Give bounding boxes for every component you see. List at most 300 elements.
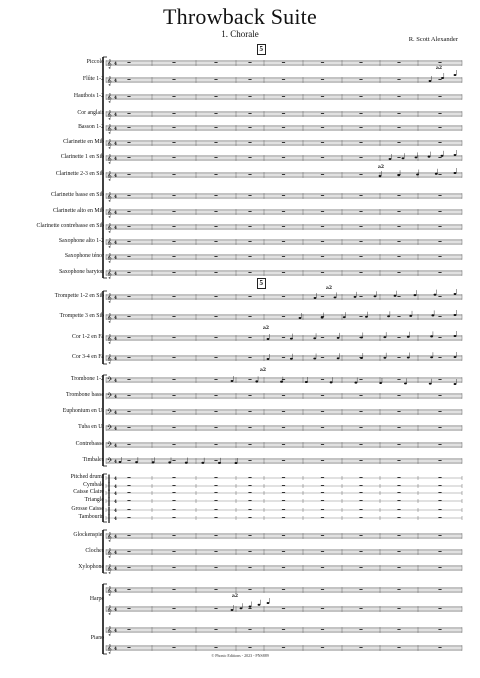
rest-mark	[359, 395, 362, 396]
rest-mark	[248, 142, 251, 143]
rest-mark	[172, 226, 175, 227]
rest-mark	[172, 509, 175, 510]
rest-mark	[248, 272, 251, 273]
rest-mark	[282, 142, 285, 143]
svg-text:4: 4	[114, 607, 117, 612]
rest-mark	[282, 241, 285, 242]
dynamic-mark: a2	[326, 286, 333, 291]
rest-mark	[438, 296, 441, 297]
rest-mark	[321, 477, 324, 478]
rest-mark	[321, 211, 324, 212]
svg-text:4: 4	[114, 240, 117, 245]
rest-mark	[172, 411, 175, 412]
instrument-label: Pitched drums	[70, 474, 104, 480]
instrument-label: Clarinette basse en Sib	[51, 192, 104, 198]
rest-mark	[172, 517, 175, 518]
rest-mark	[172, 316, 175, 317]
rest-mark	[248, 517, 251, 518]
rest-mark	[127, 142, 130, 143]
svg-text:4: 4	[114, 410, 117, 415]
rest-mark	[321, 460, 324, 461]
instrument-label: Clarinette en Mib	[63, 139, 104, 145]
rest-mark	[282, 113, 285, 114]
rest-mark	[172, 395, 175, 396]
svg-text:4: 4	[114, 516, 117, 521]
staff-13	[106, 253, 462, 262]
svg-text:4: 4	[114, 315, 117, 320]
clef-icon: 𝄢	[107, 392, 113, 401]
rest-mark	[214, 127, 217, 128]
rest-mark	[248, 477, 251, 478]
rest-mark	[438, 316, 441, 317]
rest-mark	[438, 157, 441, 158]
rest-mark	[321, 142, 324, 143]
rest-mark	[248, 500, 251, 501]
rest-mark	[397, 113, 400, 114]
rest-mark	[282, 316, 285, 317]
rest-mark	[359, 500, 362, 501]
rest-mark	[359, 477, 362, 478]
rest-mark	[321, 357, 324, 358]
clef-icon: 𝄞	[107, 154, 112, 163]
rest-mark	[127, 460, 130, 461]
rest-mark	[172, 551, 175, 552]
horn34-passage	[267, 352, 457, 360]
instrument-label: Timbales	[82, 457, 104, 463]
rest-mark	[438, 357, 441, 358]
rest-mark	[321, 241, 324, 242]
rest-mark	[127, 395, 130, 396]
rest-mark	[321, 226, 324, 227]
rest-mark	[248, 256, 251, 257]
dynamic-mark: a2	[263, 326, 270, 331]
instrument-label: Cor anglais	[77, 110, 104, 116]
rest-mark	[214, 629, 217, 630]
staff-26	[106, 482, 462, 491]
rest-mark	[214, 427, 217, 428]
rest-mark	[397, 379, 400, 380]
composer-name: R. Scott Alexander	[408, 36, 458, 43]
rest-mark	[282, 296, 285, 297]
rest-mark	[248, 567, 251, 568]
rest-mark	[214, 535, 217, 536]
staff-16	[106, 313, 462, 322]
rest-mark	[397, 62, 400, 63]
rehearsal-mark-winds: 5	[257, 44, 266, 55]
clef-icon: 𝄞	[107, 93, 112, 102]
rest-mark	[214, 316, 217, 317]
rest-mark	[248, 157, 251, 158]
rest-mark	[282, 500, 285, 501]
rest-mark	[321, 256, 324, 257]
staff-18	[106, 354, 462, 363]
rest-mark	[359, 629, 362, 630]
rest-mark	[127, 411, 130, 412]
rest-mark	[172, 427, 175, 428]
rest-mark	[214, 589, 217, 590]
rest-mark	[214, 551, 217, 552]
rest-mark	[214, 226, 217, 227]
rest-mark	[172, 477, 175, 478]
rest-mark	[282, 551, 285, 552]
staff-19	[106, 376, 462, 385]
svg-text:4: 4	[114, 378, 117, 383]
rest-mark	[438, 647, 441, 648]
rest-mark	[359, 567, 362, 568]
rest-mark	[282, 589, 285, 590]
rest-mark	[172, 113, 175, 114]
rest-mark	[127, 589, 130, 590]
rest-mark	[172, 500, 175, 501]
rest-mark	[397, 296, 400, 297]
rest-mark	[438, 567, 441, 568]
clef-icon: 𝄢	[107, 457, 113, 466]
rest-mark	[359, 608, 362, 609]
rest-mark	[438, 337, 441, 338]
clef-icon: 𝄞	[107, 223, 112, 232]
rest-mark	[172, 127, 175, 128]
instrument-label: Trompette 3 en Sib	[59, 313, 104, 319]
svg-text:4: 4	[114, 476, 117, 481]
staff-20	[106, 392, 462, 401]
svg-text:4: 4	[114, 225, 117, 230]
rest-mark	[321, 157, 324, 158]
rest-mark	[359, 174, 362, 175]
rest-mark	[127, 127, 130, 128]
rest-mark	[282, 174, 285, 175]
rest-mark	[172, 195, 175, 196]
staff-7	[106, 154, 462, 163]
rest-mark	[127, 296, 130, 297]
rest-mark	[127, 157, 130, 158]
rest-mark	[321, 195, 324, 196]
rest-mark	[127, 567, 130, 568]
rest-mark	[214, 174, 217, 175]
rest-mark	[172, 272, 175, 273]
rest-mark	[438, 535, 441, 536]
instrument-label: Grosse Caisse	[71, 506, 104, 512]
staff-10	[106, 208, 462, 217]
instrument-label: Piano	[90, 635, 104, 641]
rest-mark	[359, 427, 362, 428]
rest-mark	[248, 211, 251, 212]
rest-mark	[359, 226, 362, 227]
rest-mark	[214, 492, 217, 493]
rest-mark	[127, 337, 130, 338]
rest-mark	[397, 79, 400, 80]
rest-mark	[282, 157, 285, 158]
rest-mark	[359, 211, 362, 212]
movement-title: 1. Chorale	[221, 29, 259, 39]
rest-mark	[214, 256, 217, 257]
rest-mark	[397, 460, 400, 461]
rest-mark	[397, 509, 400, 510]
rest-mark	[438, 127, 441, 128]
rest-mark	[248, 629, 251, 630]
rest-mark	[359, 256, 362, 257]
rest-mark	[214, 272, 217, 273]
staff-6	[106, 139, 462, 148]
instrument-label: Cymbale	[83, 482, 104, 488]
rest-mark	[359, 460, 362, 461]
instrument-label: Saxophone alto 1-2	[58, 238, 104, 244]
clef-icon: 𝄞	[107, 293, 112, 302]
rest-mark	[321, 395, 324, 396]
svg-text:4: 4	[114, 61, 117, 66]
rest-mark	[214, 357, 217, 358]
rest-mark	[321, 174, 324, 175]
score-title: Throwback Suite	[163, 4, 317, 29]
rest-mark	[438, 517, 441, 518]
rest-mark	[248, 62, 251, 63]
clef-icon: 𝄞	[107, 192, 112, 201]
rest-mark	[282, 337, 285, 338]
rest-mark	[321, 509, 324, 510]
rest-mark	[282, 509, 285, 510]
rest-mark	[397, 195, 400, 196]
staff-22	[106, 424, 462, 433]
clef-icon: ‖	[107, 489, 111, 498]
rest-mark	[127, 444, 130, 445]
rest-mark	[282, 411, 285, 412]
clef-icon: 𝄞	[107, 548, 112, 557]
horn12-passage	[267, 331, 457, 340]
instrument-label: Trompette 1-2 en Sib	[54, 293, 104, 299]
rest-mark	[282, 567, 285, 568]
svg-text:4: 4	[114, 534, 117, 539]
rest-mark	[397, 535, 400, 536]
rest-mark	[127, 272, 130, 273]
rest-mark	[359, 411, 362, 412]
rest-mark	[397, 492, 400, 493]
rest-mark	[127, 477, 130, 478]
svg-text:4: 4	[114, 210, 117, 215]
rest-mark	[172, 379, 175, 380]
rest-mark	[248, 647, 251, 648]
svg-text:4: 4	[114, 499, 117, 504]
rest-mark	[321, 427, 324, 428]
rest-mark	[359, 62, 362, 63]
rest-mark	[282, 127, 285, 128]
rest-mark	[438, 79, 441, 80]
rest-mark	[438, 256, 441, 257]
rest-mark	[214, 296, 217, 297]
rest-mark	[172, 256, 175, 257]
svg-text:4: 4	[114, 588, 117, 593]
rest-mark	[321, 629, 324, 630]
rest-mark	[214, 411, 217, 412]
rest-mark	[321, 79, 324, 80]
rest-mark	[127, 535, 130, 536]
rest-mark	[248, 337, 251, 338]
staff-5	[106, 124, 462, 133]
instrument-label: Caisse Claire	[73, 489, 104, 495]
rest-mark	[359, 96, 362, 97]
rest-mark	[248, 127, 251, 128]
clarinet-23-passage	[379, 168, 457, 177]
rest-mark	[359, 485, 362, 486]
clef-icon: 𝄞	[107, 171, 112, 180]
rest-mark	[127, 174, 130, 175]
rest-mark	[214, 500, 217, 501]
svg-text:4: 4	[114, 426, 117, 431]
instrument-label: Cloches	[85, 548, 104, 554]
rest-mark	[127, 241, 130, 242]
clef-icon: 𝄢	[107, 424, 113, 433]
rest-mark	[438, 142, 441, 143]
svg-text:4: 4	[114, 491, 117, 496]
rest-mark	[248, 460, 251, 461]
rest-mark	[172, 211, 175, 212]
instrument-label: Contrebasse	[75, 441, 104, 447]
rest-mark	[397, 316, 400, 317]
staff-14	[106, 269, 462, 278]
rest-mark	[248, 589, 251, 590]
rest-mark	[127, 551, 130, 552]
rest-mark	[127, 113, 130, 114]
instrument-label: Saxophone ténor	[64, 253, 104, 259]
rest-mark	[397, 357, 400, 358]
rehearsal-mark-brass: 5	[257, 278, 266, 289]
rest-mark	[397, 411, 400, 412]
svg-text:4: 4	[114, 646, 117, 651]
rest-mark	[438, 509, 441, 510]
rest-mark	[214, 195, 217, 196]
staff-28	[106, 497, 462, 506]
rest-mark	[214, 379, 217, 380]
clef-icon: ‖	[107, 506, 111, 515]
rest-mark	[172, 460, 175, 461]
rest-mark	[282, 427, 285, 428]
instrument-label: Clarinette 1 en Sib	[60, 154, 104, 160]
rest-mark	[359, 127, 362, 128]
rest-mark	[214, 62, 217, 63]
rest-mark	[214, 113, 217, 114]
rest-mark	[321, 379, 324, 380]
clef-icon: 𝄞	[107, 644, 112, 653]
dynamic-mark: a2	[232, 594, 239, 599]
rest-mark	[438, 395, 441, 396]
instrument-label: Saxophone baryton	[59, 269, 104, 275]
rest-mark	[397, 517, 400, 518]
dynamic-mark: a2	[436, 66, 443, 71]
instrument-label: Glockenspiel	[73, 532, 104, 538]
rest-mark	[172, 174, 175, 175]
rest-mark	[214, 485, 217, 486]
rest-mark	[438, 379, 441, 380]
rest-mark	[359, 535, 362, 536]
svg-text:4: 4	[114, 141, 117, 146]
staff-27	[106, 489, 462, 498]
rest-mark	[172, 142, 175, 143]
svg-text:4: 4	[114, 628, 117, 633]
rest-mark	[127, 316, 130, 317]
rest-mark	[282, 256, 285, 257]
rest-mark	[214, 337, 217, 338]
rest-mark	[321, 127, 324, 128]
rest-mark	[321, 411, 324, 412]
rest-mark	[359, 79, 362, 80]
rest-mark	[438, 608, 441, 609]
rest-mark	[438, 272, 441, 273]
instrument-label: Euphonium en Ut	[62, 408, 104, 414]
clef-icon: 𝄞	[107, 253, 112, 262]
rest-mark	[359, 379, 362, 380]
rest-mark	[321, 517, 324, 518]
rest-mark	[438, 589, 441, 590]
rest-mark	[282, 357, 285, 358]
rest-mark	[127, 357, 130, 358]
rest-mark	[248, 608, 251, 609]
rest-mark	[359, 195, 362, 196]
rest-mark	[438, 477, 441, 478]
rest-mark	[282, 608, 285, 609]
staff-24	[106, 457, 462, 466]
rest-mark	[214, 96, 217, 97]
rest-mark	[248, 241, 251, 242]
rest-mark	[321, 535, 324, 536]
rest-mark	[438, 629, 441, 630]
svg-text:4: 4	[114, 508, 117, 513]
rest-mark	[248, 411, 251, 412]
rest-mark	[248, 551, 251, 552]
rest-mark	[282, 460, 285, 461]
rest-mark	[127, 62, 130, 63]
rest-mark	[438, 427, 441, 428]
instrument-label: Trombone basse	[66, 392, 104, 398]
rest-mark	[438, 500, 441, 501]
instrument-label: Harpe	[89, 595, 104, 602]
rest-mark	[438, 113, 441, 114]
rest-mark	[397, 142, 400, 143]
clef-icon: 𝄞	[107, 605, 112, 614]
instrument-label: Tuba en Ut	[78, 424, 104, 430]
rest-mark	[127, 96, 130, 97]
rest-mark	[127, 427, 130, 428]
rest-mark	[214, 517, 217, 518]
rest-mark	[214, 142, 217, 143]
clef-icon: 𝄞	[107, 238, 112, 247]
clef-icon: 𝄞	[107, 59, 112, 68]
clef-icon: 𝄞	[107, 76, 112, 85]
rest-mark	[282, 444, 285, 445]
staff-8	[106, 171, 462, 180]
rest-mark	[248, 113, 251, 114]
rest-mark	[359, 316, 362, 317]
svg-text:4: 4	[114, 566, 117, 571]
rest-mark	[282, 379, 285, 380]
svg-text:4: 4	[114, 126, 117, 131]
rest-mark	[397, 500, 400, 501]
rest-mark	[321, 296, 324, 297]
rest-mark	[438, 211, 441, 212]
svg-text:4: 4	[114, 95, 117, 100]
rest-mark	[214, 647, 217, 648]
staff-30	[106, 514, 462, 523]
svg-text:4: 4	[114, 78, 117, 83]
staff-11	[106, 223, 462, 232]
staff-33	[106, 564, 462, 573]
rest-mark	[172, 96, 175, 97]
instrument-label: Flûte 1-2	[82, 76, 104, 82]
svg-text:4: 4	[114, 443, 117, 448]
rest-mark	[282, 195, 285, 196]
rest-mark	[438, 62, 441, 63]
staff-21	[106, 408, 462, 417]
rest-mark	[438, 460, 441, 461]
rest-mark	[397, 337, 400, 338]
rest-mark	[214, 395, 217, 396]
